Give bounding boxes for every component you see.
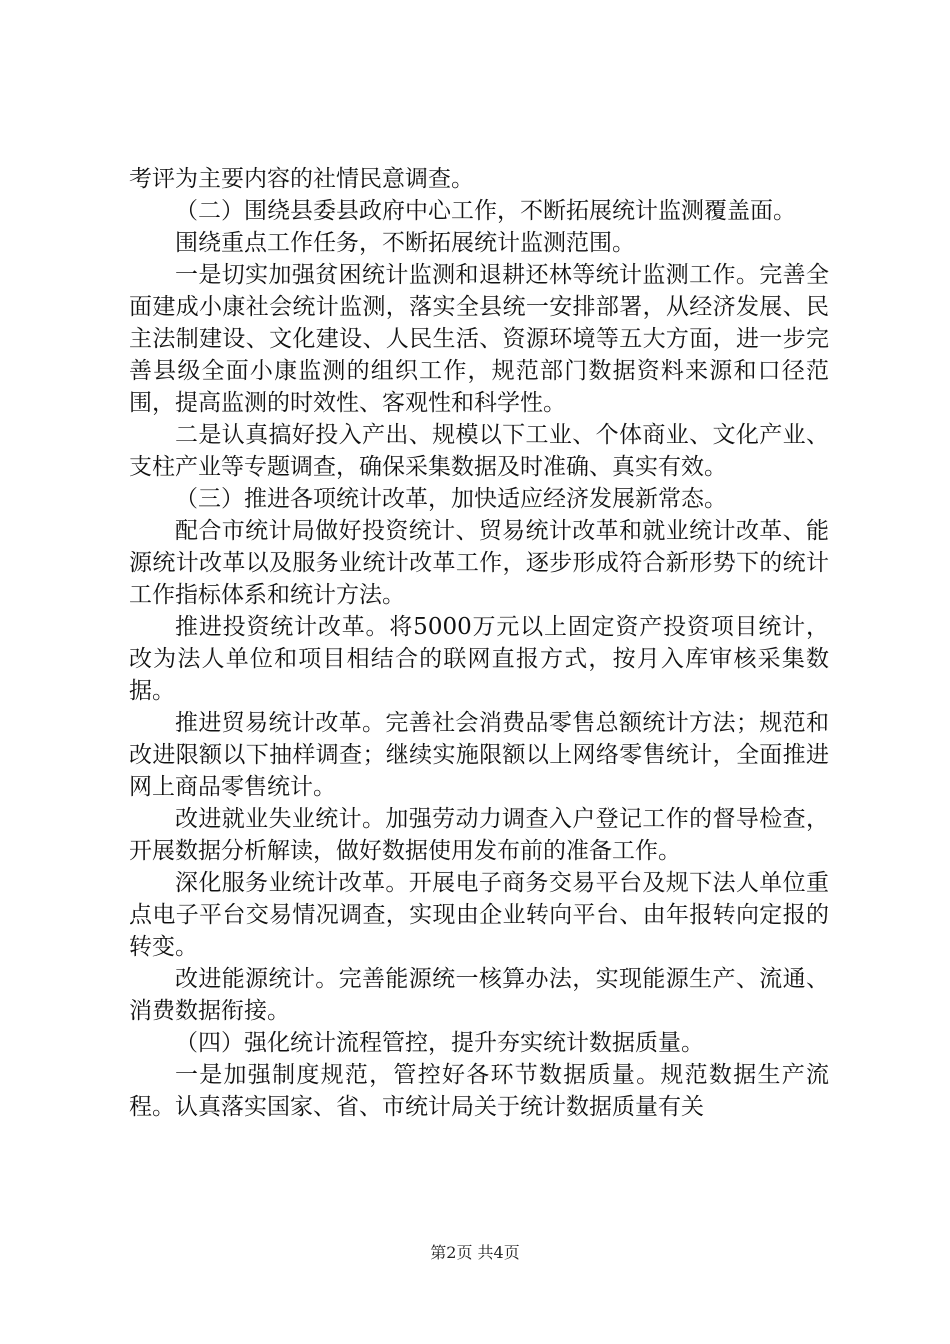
paragraph: 推进贸易统计改革。完善社会消费品零售总额统计方法；规范和改进限额以下抽样调查；继续实施限额以上网络零售统计，全面推进网上商品零售统计。 [129, 710, 829, 800]
paragraph: 围绕重点工作任务，不断拓展统计监测范围。 [175, 230, 635, 256]
document-body [129, 163, 829, 1123]
paragraph: 一是切实加强贫困统计监测和退耕还林等统计监测工作。完善全面建成小康社会统计监测，落实全县统一安排部署，从经济发展、民主法制建设、文化建设、人民生活、资源环境等五大方面，进一步完善县级全面小康监测的组织工作，规范部门数据资料来源和口径范围，提高监测的时效性、客观性和科学性。 [129, 262, 829, 416]
page-number-label: 第2页 共4页 [430, 1243, 520, 1262]
section-heading-two: （二）围绕县委县政府中心工作，不断拓展统计监测覆盖面。 [175, 198, 796, 224]
page-footer [0, 1240, 950, 1263]
section-heading-three: （三）推进各项统计改革，加快适应经济发展新常态。 [175, 486, 727, 512]
paragraph: 二是认真搞好投入产出、规模以下工业、个体商业、文化产业、支柱产业等专题调查，确保采集数据及时准确、真实有效。 [129, 422, 829, 480]
paragraph: 深化服务业统计改革。开展电子商务交易平台及规下法人单位重点电子平台交易情况调查，实现由企业转向平台、由年报转向定报的转变。 [129, 870, 829, 960]
paragraph: 改进能源统计。完善能源统一核算办法，实现能源生产、流通、消费数据衔接。 [129, 966, 829, 1024]
section-heading-four: （四）强化统计流程管控，提升夯实统计数据质量。 [175, 1030, 704, 1056]
paragraph: 一是加强制度规范，管控好各环节数据质量。规范数据生产流程。认真落实国家、省、市统计局关于统计数据质量有关 [129, 1062, 829, 1120]
paragraph: 改进就业失业统计。加强劳动力调查入户登记工作的督导检查，开展数据分析解读，做好数据使用发布前的准备工作。 [129, 806, 829, 864]
paragraph: 推进投资统计改革。将5000万元以上固定资产投资项目统计，改为法人单位和项目相结合的联网直报方式，按月入库审核采集数据。 [129, 614, 829, 704]
paragraph: 考评为主要内容的社情民意调查。 [129, 166, 474, 192]
paragraph: 配合市统计局做好投资统计、贸易统计改革和就业统计改革、能源统计改革以及服务业统计改革工作，逐步形成符合新形势下的统计工作指标体系和统计方法。 [129, 518, 829, 608]
